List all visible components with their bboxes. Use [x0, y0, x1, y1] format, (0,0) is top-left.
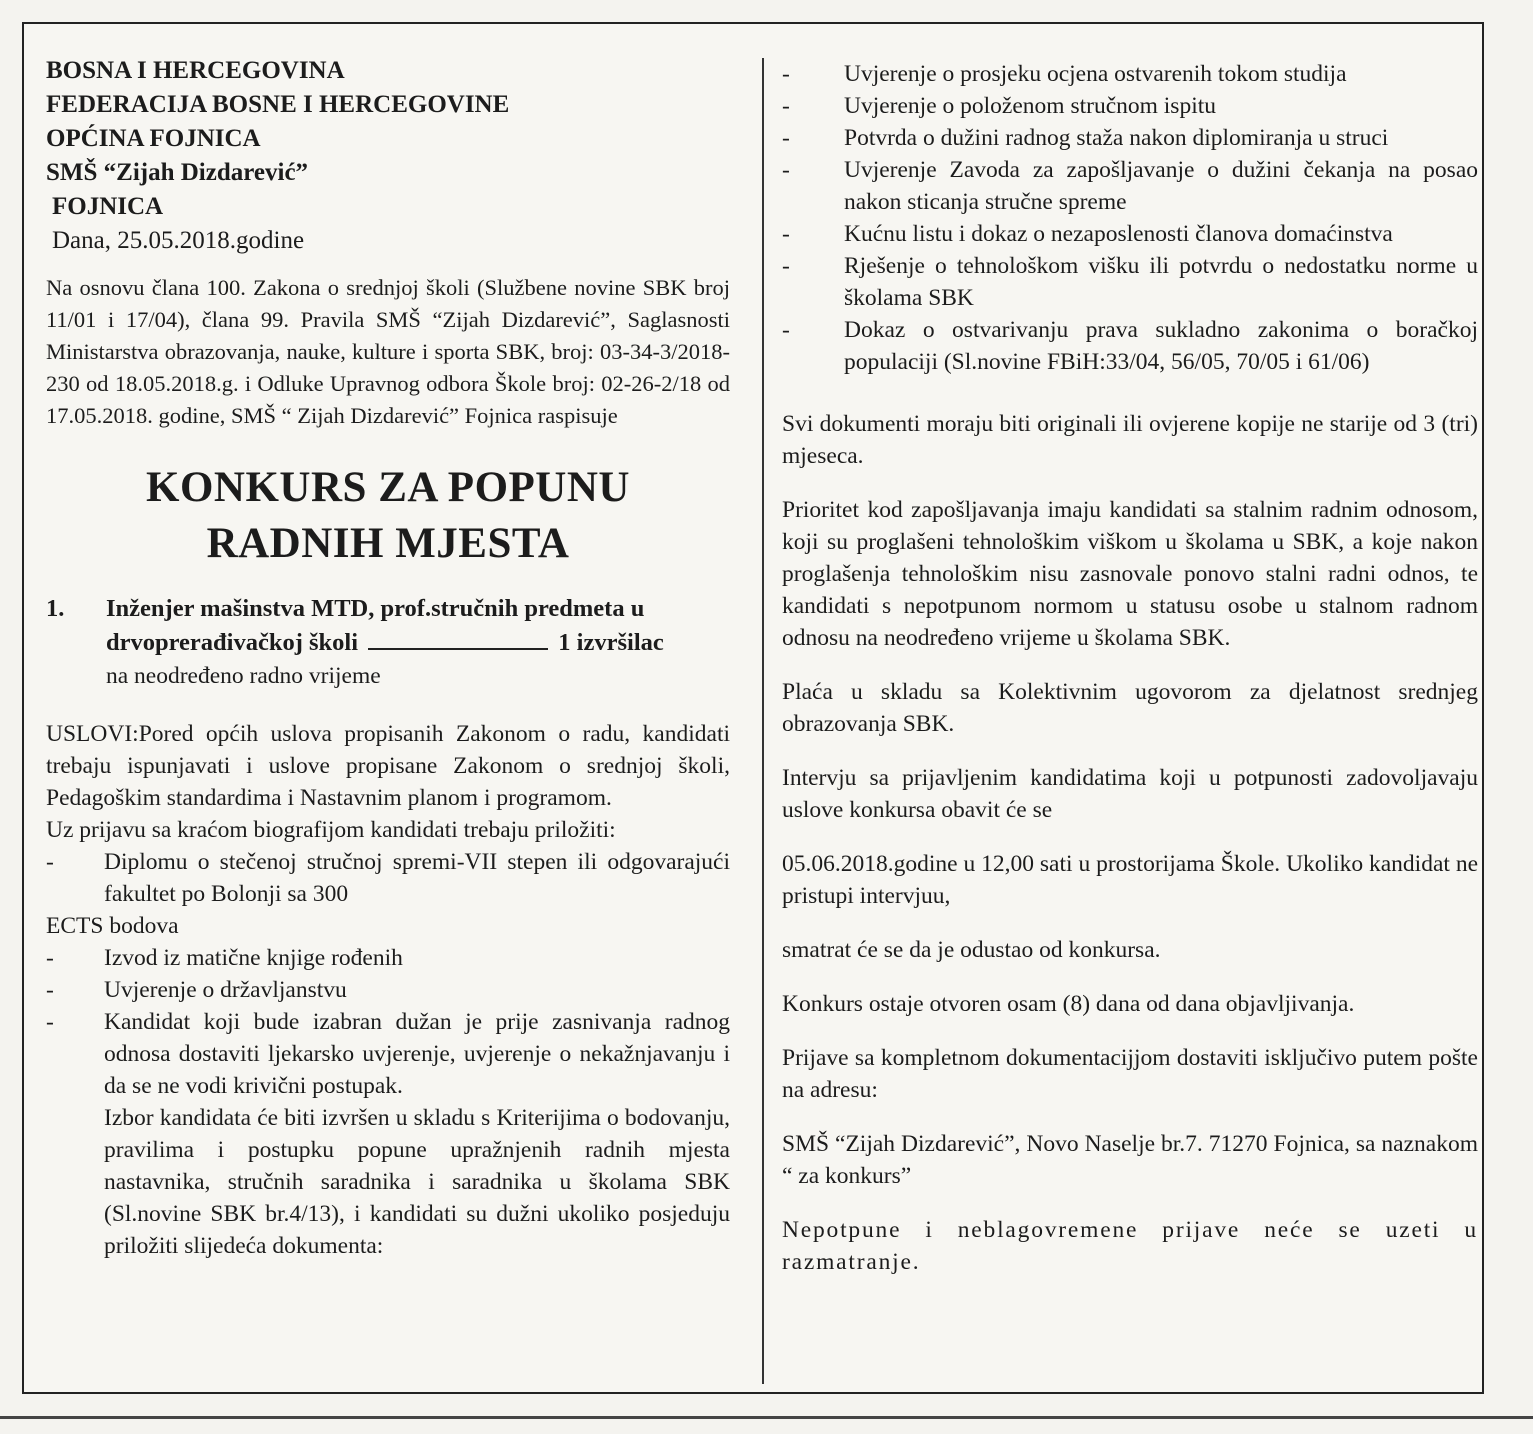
interview-note: Intervju sa prijavljenim kandidatima koji u potpunosti zadovoljavaju uslove konkursa obavit će se: [782, 765, 1478, 823]
attachments-list-2: [46, 942, 730, 1102]
left-column: [46, 54, 730, 1262]
header-city: FOJNICA: [52, 193, 164, 220]
list-item: - Dokaz o ostvarivanju prava sukladno zakonima o boračkoj populaciji (Sl.novine FBiH:33/04, 56/05, 70/05 i 61/06): [782, 317, 1478, 375]
attachments-list: [46, 846, 730, 910]
position-number: 1.: [46, 595, 65, 622]
list-item: - Uvjerenje o prosjeku ocjena ostvarenih tokom studija: [782, 61, 1347, 87]
list-item: - Uvjerenje o položenom stručnom ispitu: [782, 93, 1217, 119]
incomplete-note: Nepotpune i neblagovremene prijave neće se uzeti u razmatranje.: [782, 1217, 1478, 1275]
header-federation: FEDERACIJA BOSNE I HERCEGOVINE: [46, 91, 510, 118]
originals-note: Svi dokumenti moraju biti originali ili ovjerene kopije ne starije od 3 (tri) mjeseca.: [782, 411, 1478, 469]
selection-paragraph: Izbor kandidata će biti izvršen u skladu s Kriterijima o bodovanju, pravilima i postupku popune upražnjenih radnih mjesta nastavnika, stručnih saradnika i saradnika u školama SBK (Sl.novine SBK br.4/13), i kandidati su dužni ukoliko posjeduju priložiti slijedeća dokumenta:: [104, 1105, 730, 1259]
ects-line: ECTS bodova: [46, 913, 179, 939]
bottom-rule: [0, 1416, 1533, 1419]
priority-note: Prioritet kod zapošljavanja imaju kandidati sa stalnim radnim odnosom, koji su proglašeni tehnološkim viškom u školama u SBK, a koje nakon proglašenja tehnološkim nisu zasnovale ponovo stalni radni odnos, te kandidati s nepotpunom normom u statusu osobe u stalnom radnom odnosu na neodređeno vrijeme u školama SBK.: [782, 497, 1478, 651]
interview-date: 05.06.2018.godine u 12,00 sati u prostorijama Škole. Ukoliko kandidat ne pristupi intervjuu,: [782, 851, 1478, 909]
header-school: SMŠ “Zijah Dizdarević”: [46, 159, 309, 186]
list-item: - Potvrda o dužini radnog staža nakon diplomiranja u struci: [782, 125, 1389, 151]
submission-note: Prijave sa kompletnom dokumentacijjom dostaviti isključivo putem pošte na adresu:: [782, 1045, 1478, 1103]
attachments-intro: Uz prijavu sa kraćom biografijom kandidati trebaju priložiti:: [46, 817, 616, 843]
header-date: Dana, 25.05.2018.godine: [52, 227, 305, 254]
list-item: - Kućnu listu i dokaz o nezaposlenosti članova domaćinstva: [782, 221, 1393, 247]
position-item: [46, 592, 730, 660]
documents-list: [782, 58, 1478, 378]
position-term: na neodređeno radno vrijeme: [106, 663, 381, 689]
list-item: - Kandidat koji bude izabran dužan je prije zasnivanja radnog odnosa dostaviti ljekarsko uvjerenje, uvjerenje o nekažnjavanju i da se ne vodi krivični postupak.: [46, 1009, 730, 1099]
conditions-paragraph: USLOVI:Pored općih uslova propisanih Zakonom o radu, kandidati trebaju ispunjavati i uslove propisane Zakonom o srednjoj školi, Pedagoškim standardima i Nastavnim planom i programom.: [46, 721, 730, 811]
header-municipality: OPĆINA FOJNICA: [46, 125, 261, 152]
list-item: - Rješenje o tehnološkom višku ili potvrdu o nedostatku norme u školama SBK: [782, 253, 1478, 311]
address: SMŠ “Zijah Dizdarević”, Novo Naselje br.7. 71270 Fojnica, sa naznakom “ za konkurs”: [782, 1131, 1478, 1189]
open-period-note: Konkurs ostaje otvoren osam (8) dana od dana objavljivanja.: [782, 991, 1355, 1017]
right-column: [782, 58, 1478, 1278]
header-country: BOSNA I HERCEGOVINA: [46, 57, 345, 84]
list-item: - Izvod iz matične knjige rođenih: [46, 945, 403, 971]
fill-line: [368, 628, 548, 650]
title-line-1: KONKURS ZA POPUNU: [146, 464, 630, 511]
column-divider: [762, 58, 764, 1384]
title-line-2: RADNIH MJESTA: [206, 520, 570, 567]
intro-paragraph: Na osnovu člana 100. Zakona o srednjoj školi (Službene novine SBK broj 11/01 i 17/04), člana 99. Pravila SMŠ “Zijah Dizdarević”, Saglasnosti Ministarstva obrazovanja, nauke, kulture i sporta SBK, broj: 03-34-3/2018-230 od 18.05.2018.g. i Odluke Upravnog odbora Škole broj: 02-26-2/18 od 17.05.2018. godine, SMŠ “ Zijah Dizdarević” Fojnica raspisuje: [46, 275, 730, 428]
position-count: 1 izvršilac: [558, 629, 664, 656]
withdrawal-note: smatrat će se da je odustao od konkursa.: [782, 937, 1161, 963]
list-item: - Diplomu o stečenoj stručnoj spremi-VII stepen ili odgovarajući fakultet po Bolonji sa 300: [46, 849, 730, 907]
position-name: Inženjer mašinstva MTD, prof.stručnih predmeta u drvoprerađivačkoj školi: [106, 595, 645, 656]
list-item: - Uvjerenje Zavoda za zapošljavanje o dužini čekanja na posao nakon sticanja stručne spreme: [782, 157, 1478, 215]
list-item: - Uvjerenje o državljanstvu: [46, 977, 347, 1003]
salary-note: Plaća u skladu sa Kolektivnim ugovorom za djelatnost srednjeg obrazovanja SBK.: [782, 679, 1478, 737]
page-title: [46, 460, 730, 572]
